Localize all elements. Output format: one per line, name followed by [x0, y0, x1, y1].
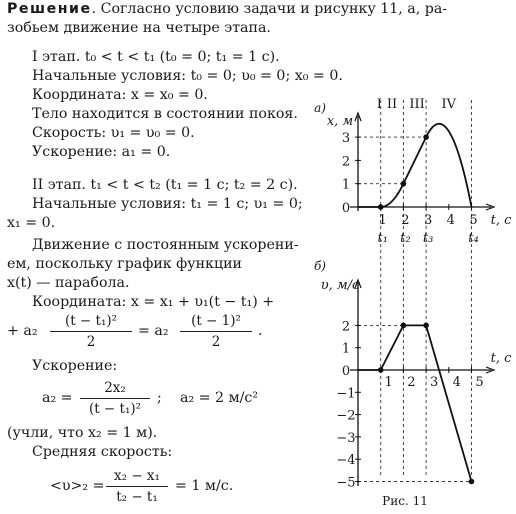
chart-b-point: [469, 479, 475, 485]
chart-a-axes: [350, 113, 494, 211]
chart-a-ylabel: x, м: [326, 114, 354, 129]
intro-text-2: зобьем движение на четыре этапа.: [7, 20, 271, 36]
chart-a-y-tick-label: 3: [341, 131, 351, 147]
stage-2-motion-1: Движение с постоянным ускорени-: [32, 237, 299, 253]
intro-text-1: . Согласно условию задачи и рисунку 11, а, ра-: [91, 1, 448, 17]
chart-a-y-tick-label: 0: [341, 201, 351, 216]
chart-a-y-tick-label: 2: [341, 154, 351, 170]
chart-b-x-tick-label: 5: [475, 375, 484, 390]
chart-b-series: [358, 323, 474, 485]
stage-1-coordinate: Координата: x = x₀ = 0.: [32, 87, 208, 103]
time-mark-label: t₃: [422, 231, 434, 246]
formula-1b-denominator: 2: [211, 334, 221, 350]
stage-2-initial-x: x₁ = 0.: [7, 215, 56, 231]
formula-2-numerator: 2x₂: [104, 380, 126, 396]
formula-2-semicolon: ;: [157, 390, 162, 406]
stage-2-motion-3: x(t) — парабола.: [7, 275, 130, 291]
formula-1-numerator: (t − t₁)²: [64, 313, 118, 329]
formula-3-prefix: <υ>₂ =: [50, 478, 105, 494]
chart-a-point-t1: [378, 204, 384, 210]
stage-2-motion-2: ем, поскольку график функции: [7, 256, 242, 272]
chart-b-point: [423, 323, 429, 329]
chart-b-y-tick-label: −4: [336, 453, 356, 469]
chart-a-x-tick-label: 5: [469, 213, 478, 228]
panel-b-label: б): [313, 259, 327, 273]
chart-b-dashed-guides: [358, 325, 472, 481]
stage-2-initial-conditions: Начальные условия: t₁ = 1 с; υ₁ = 0;: [32, 196, 303, 212]
chart-b-y-tick-label: 2: [341, 319, 351, 335]
time-mark-label: t₂: [400, 231, 411, 246]
formula-1-dot: .: [258, 323, 263, 339]
stage-1-velocity: Скорость: υ₁ = υ₀ = 0.: [32, 125, 195, 141]
stage-1-acceleration: Ускорение: a₁ = 0.: [32, 144, 171, 160]
chart-a-point-t3: [423, 134, 429, 140]
chart-b-point: [401, 323, 407, 329]
acceleration-label: Ускорение:: [32, 358, 118, 374]
note-x2: (учли, что x₂ = 1 м).: [7, 425, 158, 441]
panel-a-label: а): [314, 101, 326, 115]
chart-a-xlabel: t, с: [490, 213, 512, 228]
chart-a-curve: [358, 124, 472, 207]
chart-b-y-tick-label: −3: [336, 430, 356, 446]
chart-b-point: [378, 367, 384, 373]
formula-3-result: = 1 м/с.: [175, 478, 234, 494]
chart-b-line: [358, 325, 472, 481]
figure-labels: [314, 97, 512, 508]
figure-caption: Рис. 11: [382, 494, 428, 508]
chart-a-x-tick-label: 1: [378, 213, 387, 228]
chart-a-x-tick-label: 3: [423, 213, 433, 228]
formula-1-prefix: + a₂: [7, 323, 38, 339]
chart-a-point-t2: [401, 181, 407, 187]
chart-a-y-tick-label: 1: [341, 177, 351, 193]
formula-2-prefix: a₂ =: [42, 390, 73, 406]
chart-b-y-tick-label: 0: [341, 364, 351, 379]
formula-1-equals: = a₂: [138, 323, 169, 339]
chart-a-x-tick-label: 4: [446, 213, 455, 228]
stage-label-I: I: [376, 97, 382, 112]
formula-1b-numerator: (t − 1)²: [191, 313, 241, 329]
chart-b-x-tick-label: 1: [384, 375, 393, 390]
time-mark-label: t₁: [377, 231, 388, 246]
formula-3-numerator: x₂ − x₁: [114, 468, 160, 484]
chart-b-y-tick-label: 1: [341, 341, 351, 357]
chart-b-x-tick-label: 2: [407, 375, 416, 390]
chart-b-x-tick-label: 3: [429, 375, 439, 390]
stage-1-rest: Тело находится в состоянии покоя.: [32, 106, 298, 122]
stage-2-title: II этап. t₁ < t < t₂ (t₁ = 1 с; t₂ = 2 с).: [32, 177, 298, 193]
chart-b-xlabel: t, с: [490, 351, 512, 366]
stage-label-IV: IV: [441, 97, 457, 112]
stage-label-II: II: [386, 97, 398, 112]
formula-2-result: a₂ = 2 м/с²: [180, 390, 259, 406]
formula-3-denominator: t₂ − t₁: [116, 489, 158, 505]
stage-1-initial-conditions: Начальные условия: t₀ = 0; υ₀ = 0; x₀ = 0.: [32, 68, 343, 84]
stage-1-title: I этап. t₀ < t < t₁ (t₀ = 0; t₁ = 1 с).: [32, 49, 280, 65]
formula-1-denominator: 2: [86, 334, 96, 350]
stage-label-III: III: [409, 97, 425, 112]
stage-2-coordinate: Координата: x = x₁ + υ₁(t − t₁) +: [32, 294, 275, 310]
chart-b-x-tick-label: 4: [452, 375, 461, 390]
chart-b-y-tick-label: −1: [336, 386, 356, 402]
average-speed-label: Средняя скорость:: [32, 444, 173, 460]
solution-heading: Решение: [7, 1, 92, 17]
chart-b-ylabel: υ, м/с: [320, 278, 360, 293]
chart-b-axes: [350, 280, 494, 486]
time-mark-label: t₄: [468, 231, 479, 246]
chart-b-y-tick-label: −2: [336, 408, 356, 424]
formula-2-denominator: (t − t₁)²: [88, 401, 142, 417]
chart-a-x-tick-label: 2: [401, 213, 410, 228]
chart-b-y-tick-label: −5: [336, 475, 356, 491]
